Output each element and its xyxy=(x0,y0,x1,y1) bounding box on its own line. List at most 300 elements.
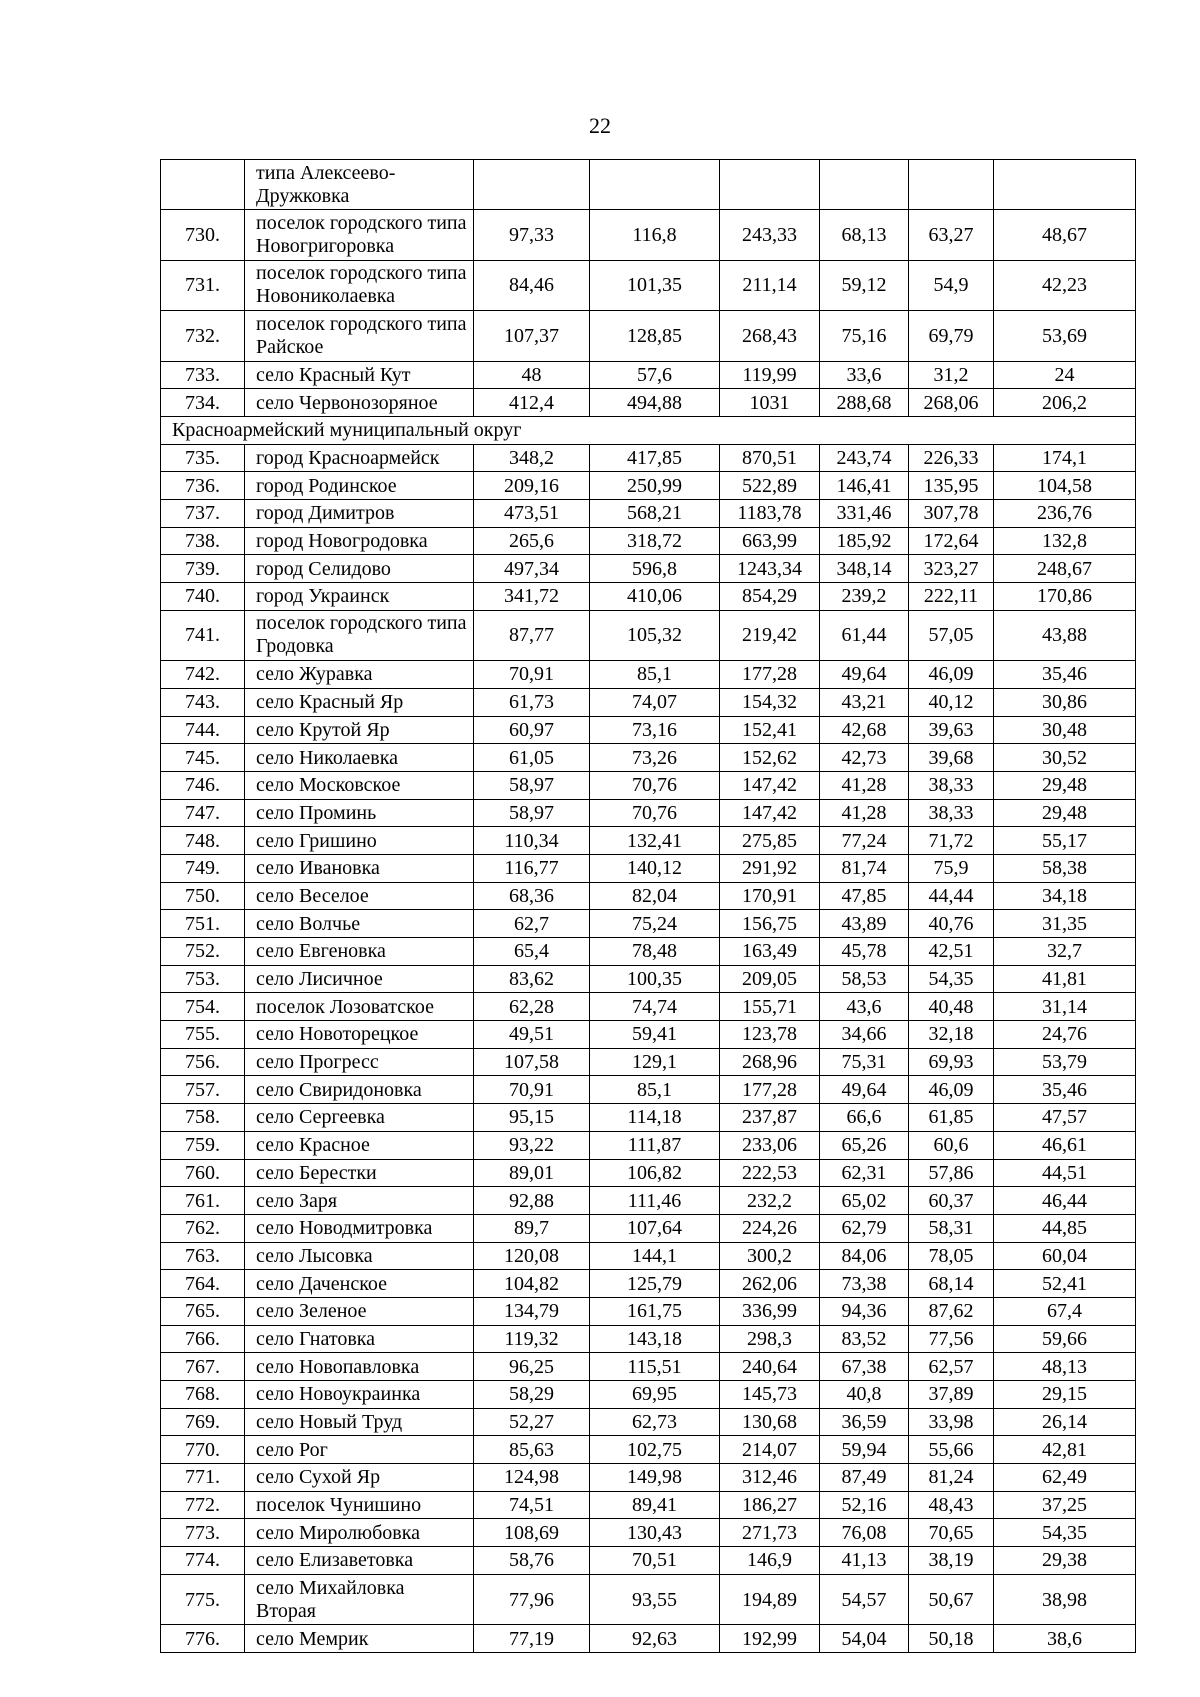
table-row xyxy=(161,661,1136,689)
value-cell-2: 568,21 xyxy=(590,500,720,528)
value-cell-5: 48,43 xyxy=(909,1491,994,1519)
row-number: 742. xyxy=(161,661,245,689)
value-cell-2: 73,26 xyxy=(590,744,720,772)
table-row xyxy=(161,1021,1136,1049)
value-cell-6: 236,76 xyxy=(994,500,1136,528)
row-number: 765. xyxy=(161,1297,245,1325)
value-cell-4: 47,85 xyxy=(820,882,909,910)
value-cell-5: 57,86 xyxy=(909,1159,994,1187)
value-cell-4: 43,21 xyxy=(820,688,909,716)
value-cell-2: 75,24 xyxy=(590,910,720,938)
value-cell-5: 46,09 xyxy=(909,1076,994,1104)
settlement-name: село Красное xyxy=(245,1131,474,1159)
value-cell-6: 47,57 xyxy=(994,1104,1136,1132)
settlement-name: село Гришино xyxy=(245,827,474,855)
value-cell-5: 69,93 xyxy=(909,1048,994,1076)
value-cell-1: 104,82 xyxy=(474,1270,590,1298)
value-cell-5: 70,65 xyxy=(909,1519,994,1547)
settlement-name: село Елизаветовка xyxy=(245,1547,474,1575)
value-cell-3: 145,73 xyxy=(720,1381,820,1409)
value-cell-5: 268,06 xyxy=(909,389,994,417)
settlement-name: поселок городского типа Райское xyxy=(245,311,474,361)
table-row xyxy=(161,1464,1136,1492)
value-cell-4 xyxy=(820,160,909,210)
row-number: 731. xyxy=(161,260,245,310)
value-cell-5: 38,19 xyxy=(909,1547,994,1575)
settlement-name: село Свиридоновка xyxy=(245,1076,474,1104)
value-cell-3: 219,42 xyxy=(720,610,820,660)
settlement-name: село Красный Яр xyxy=(245,688,474,716)
value-cell-4: 68,13 xyxy=(820,210,909,260)
value-cell-4: 87,49 xyxy=(820,1464,909,1492)
value-cell-5 xyxy=(909,160,994,210)
value-cell-5: 39,68 xyxy=(909,744,994,772)
value-cell-3: 152,41 xyxy=(720,716,820,744)
value-cell-4: 239,2 xyxy=(820,583,909,611)
value-cell-4: 41,13 xyxy=(820,1547,909,1575)
settlement-name: город Красноармейск xyxy=(245,444,474,472)
value-cell-1: 61,73 xyxy=(474,688,590,716)
value-cell-6: 62,49 xyxy=(994,1464,1136,1492)
table-row xyxy=(161,1408,1136,1436)
value-cell-4: 33,6 xyxy=(820,361,909,389)
row-number: 747. xyxy=(161,799,245,827)
value-cell-3: 154,32 xyxy=(720,688,820,716)
value-cell-5: 75,9 xyxy=(909,854,994,882)
value-cell-6: 41,81 xyxy=(994,965,1136,993)
row-number: 772. xyxy=(161,1491,245,1519)
value-cell-3: 232,2 xyxy=(720,1187,820,1215)
value-cell-2: 149,98 xyxy=(590,1464,720,1492)
settlement-name: село Новый Труд xyxy=(245,1408,474,1436)
table-row xyxy=(161,716,1136,744)
value-cell-6: 59,66 xyxy=(994,1325,1136,1353)
value-cell-6: 42,23 xyxy=(994,260,1136,310)
value-cell-6: 38,98 xyxy=(994,1574,1136,1624)
value-cell-3: 155,71 xyxy=(720,993,820,1021)
value-cell-1: 89,01 xyxy=(474,1159,590,1187)
value-cell-4: 81,74 xyxy=(820,854,909,882)
value-cell-3: 1243,34 xyxy=(720,555,820,583)
row-number: 758. xyxy=(161,1104,245,1132)
table-row xyxy=(161,688,1136,716)
value-cell-6: 35,46 xyxy=(994,1076,1136,1104)
value-cell-5: 46,09 xyxy=(909,661,994,689)
value-cell-3: 233,06 xyxy=(720,1131,820,1159)
settlements-table xyxy=(160,159,1136,1653)
table-row xyxy=(161,500,1136,528)
table-row xyxy=(161,771,1136,799)
value-cell-3: 268,43 xyxy=(720,311,820,361)
value-cell-4: 42,68 xyxy=(820,716,909,744)
settlement-name: село Новоторецкое xyxy=(245,1021,474,1049)
table-row xyxy=(161,799,1136,827)
settlement-name: село Проминь xyxy=(245,799,474,827)
value-cell-1: 60,97 xyxy=(474,716,590,744)
value-cell-2: 318,72 xyxy=(590,527,720,555)
table-row xyxy=(161,1436,1136,1464)
value-cell-1: 77,96 xyxy=(474,1574,590,1624)
value-cell-1: 58,76 xyxy=(474,1547,590,1575)
value-cell-5: 40,76 xyxy=(909,910,994,938)
value-cell-3: 663,99 xyxy=(720,527,820,555)
value-cell-4: 66,6 xyxy=(820,1104,909,1132)
value-cell-1: 68,36 xyxy=(474,882,590,910)
value-cell-6: 32,7 xyxy=(994,938,1136,966)
value-cell-5: 81,24 xyxy=(909,1464,994,1492)
value-cell-1 xyxy=(474,160,590,210)
value-cell-2: 70,76 xyxy=(590,799,720,827)
value-cell-6: 48,13 xyxy=(994,1353,1136,1381)
value-cell-1: 116,77 xyxy=(474,854,590,882)
value-cell-4: 41,28 xyxy=(820,771,909,799)
value-cell-6: 132,8 xyxy=(994,527,1136,555)
value-cell-2: 70,76 xyxy=(590,771,720,799)
value-cell-5: 58,31 xyxy=(909,1214,994,1242)
value-cell-2: 596,8 xyxy=(590,555,720,583)
settlement-name: село Евгеновка xyxy=(245,938,474,966)
value-cell-6: 46,44 xyxy=(994,1187,1136,1215)
settlement-name: поселок городского типа Гродовка xyxy=(245,610,474,660)
value-cell-6: 174,1 xyxy=(994,444,1136,472)
value-cell-1: 473,51 xyxy=(474,500,590,528)
value-cell-4: 146,41 xyxy=(820,472,909,500)
settlement-name: село Лисичное xyxy=(245,965,474,993)
value-cell-4: 41,28 xyxy=(820,799,909,827)
section-title: Красноармейский муниципальный округ xyxy=(161,416,1136,444)
value-cell-4: 76,08 xyxy=(820,1519,909,1547)
value-cell-2: 115,51 xyxy=(590,1353,720,1381)
value-cell-4: 43,6 xyxy=(820,993,909,1021)
value-cell-3: 156,75 xyxy=(720,910,820,938)
table-row xyxy=(161,882,1136,910)
value-cell-6: 42,81 xyxy=(994,1436,1136,1464)
value-cell-5: 87,62 xyxy=(909,1297,994,1325)
value-cell-5: 54,35 xyxy=(909,965,994,993)
table-row xyxy=(161,993,1136,1021)
row-number: 741. xyxy=(161,610,245,660)
value-cell-6: 55,17 xyxy=(994,827,1136,855)
table-row xyxy=(161,744,1136,772)
table-row xyxy=(161,311,1136,361)
value-cell-5: 37,89 xyxy=(909,1381,994,1409)
value-cell-5: 78,05 xyxy=(909,1242,994,1270)
row-number: 730. xyxy=(161,210,245,260)
value-cell-4: 288,68 xyxy=(820,389,909,417)
value-cell-2: 128,85 xyxy=(590,311,720,361)
value-cell-2: 143,18 xyxy=(590,1325,720,1353)
row-number: 760. xyxy=(161,1159,245,1187)
table-row xyxy=(161,1159,1136,1187)
value-cell-5: 61,85 xyxy=(909,1104,994,1132)
value-cell-5: 135,95 xyxy=(909,472,994,500)
value-cell-4: 73,38 xyxy=(820,1270,909,1298)
value-cell-4: 59,12 xyxy=(820,260,909,310)
value-cell-4: 77,24 xyxy=(820,827,909,855)
value-cell-1: 74,51 xyxy=(474,1491,590,1519)
value-cell-4: 62,79 xyxy=(820,1214,909,1242)
value-cell-2: 114,18 xyxy=(590,1104,720,1132)
value-cell-3: 854,29 xyxy=(720,583,820,611)
settlement-name: село Николаевка xyxy=(245,744,474,772)
row-number: 773. xyxy=(161,1519,245,1547)
value-cell-3: 211,14 xyxy=(720,260,820,310)
value-cell-4: 43,89 xyxy=(820,910,909,938)
value-cell-6: 29,38 xyxy=(994,1547,1136,1575)
table-row xyxy=(161,1048,1136,1076)
table-row xyxy=(161,1625,1136,1653)
value-cell-4: 65,26 xyxy=(820,1131,909,1159)
table-row xyxy=(161,1325,1136,1353)
value-cell-1: 412,4 xyxy=(474,389,590,417)
value-cell-2: 250,99 xyxy=(590,472,720,500)
row-number: 746. xyxy=(161,771,245,799)
value-cell-5: 71,72 xyxy=(909,827,994,855)
value-cell-3: 163,49 xyxy=(720,938,820,966)
value-cell-3: 237,87 xyxy=(720,1104,820,1132)
settlement-name: село Новодмитровка xyxy=(245,1214,474,1242)
value-cell-2: 410,06 xyxy=(590,583,720,611)
row-number: 755. xyxy=(161,1021,245,1049)
row-number: 767. xyxy=(161,1353,245,1381)
value-cell-1: 70,91 xyxy=(474,661,590,689)
table-row xyxy=(161,1297,1136,1325)
row-number xyxy=(161,160,245,210)
row-number: 763. xyxy=(161,1242,245,1270)
table-row xyxy=(161,910,1136,938)
value-cell-2: 59,41 xyxy=(590,1021,720,1049)
value-cell-4: 45,78 xyxy=(820,938,909,966)
value-cell-2: 105,32 xyxy=(590,610,720,660)
value-cell-1: 92,88 xyxy=(474,1187,590,1215)
row-number: 766. xyxy=(161,1325,245,1353)
row-number: 759. xyxy=(161,1131,245,1159)
table-row xyxy=(161,1381,1136,1409)
table-row xyxy=(161,260,1136,310)
table-row xyxy=(161,610,1136,660)
value-cell-3: 224,26 xyxy=(720,1214,820,1242)
value-cell-2: 93,55 xyxy=(590,1574,720,1624)
value-cell-6: 29,48 xyxy=(994,799,1136,827)
table-row xyxy=(161,1519,1136,1547)
value-cell-1: 58,97 xyxy=(474,799,590,827)
value-cell-6: 34,18 xyxy=(994,882,1136,910)
value-cell-6: 37,25 xyxy=(994,1491,1136,1519)
row-number: 774. xyxy=(161,1547,245,1575)
value-cell-2 xyxy=(590,160,720,210)
row-number: 751. xyxy=(161,910,245,938)
value-cell-6: 44,85 xyxy=(994,1214,1136,1242)
value-cell-5: 50,67 xyxy=(909,1574,994,1624)
settlement-name: город Украинск xyxy=(245,583,474,611)
settlement-name: город Селидово xyxy=(245,555,474,583)
value-cell-6: 30,52 xyxy=(994,744,1136,772)
row-number: 738. xyxy=(161,527,245,555)
value-cell-6: 31,14 xyxy=(994,993,1136,1021)
value-cell-6: 43,88 xyxy=(994,610,1136,660)
value-cell-2: 116,8 xyxy=(590,210,720,260)
value-cell-6: 30,86 xyxy=(994,688,1136,716)
value-cell-4: 348,14 xyxy=(820,555,909,583)
value-cell-3: 130,68 xyxy=(720,1408,820,1436)
settlement-name: село Заря xyxy=(245,1187,474,1215)
value-cell-6: 46,61 xyxy=(994,1131,1136,1159)
value-cell-2: 74,74 xyxy=(590,993,720,1021)
value-cell-3: 298,3 xyxy=(720,1325,820,1353)
value-cell-6: 31,35 xyxy=(994,910,1136,938)
row-number: 749. xyxy=(161,854,245,882)
table-row xyxy=(161,1353,1136,1381)
value-cell-5: 32,18 xyxy=(909,1021,994,1049)
settlement-name: село Крутой Яр xyxy=(245,716,474,744)
settlement-name: село Зеленое xyxy=(245,1297,474,1325)
value-cell-1: 108,69 xyxy=(474,1519,590,1547)
table-row xyxy=(161,160,1136,210)
value-cell-3: 152,62 xyxy=(720,744,820,772)
settlement-name: село Даченское xyxy=(245,1270,474,1298)
value-cell-4: 54,57 xyxy=(820,1574,909,1624)
value-cell-3: 262,06 xyxy=(720,1270,820,1298)
value-cell-4: 49,64 xyxy=(820,661,909,689)
value-cell-5: 39,63 xyxy=(909,716,994,744)
row-number: 732. xyxy=(161,311,245,361)
value-cell-4: 84,06 xyxy=(820,1242,909,1270)
settlement-name: село Журавка xyxy=(245,661,474,689)
value-cell-3: 522,89 xyxy=(720,472,820,500)
value-cell-1: 265,6 xyxy=(474,527,590,555)
value-cell-1: 70,91 xyxy=(474,1076,590,1104)
value-cell-4: 36,59 xyxy=(820,1408,909,1436)
value-cell-1: 61,05 xyxy=(474,744,590,772)
row-number: 776. xyxy=(161,1625,245,1653)
value-cell-2: 82,04 xyxy=(590,882,720,910)
value-cell-1: 119,32 xyxy=(474,1325,590,1353)
value-cell-2: 125,79 xyxy=(590,1270,720,1298)
value-cell-1: 107,37 xyxy=(474,311,590,361)
table-row xyxy=(161,938,1136,966)
row-number: 735. xyxy=(161,444,245,472)
settlement-name: село Прогресс xyxy=(245,1048,474,1076)
settlement-name: село Гнатовка xyxy=(245,1325,474,1353)
value-cell-5: 172,64 xyxy=(909,527,994,555)
settlement-name: село Сухой Яр xyxy=(245,1464,474,1492)
value-cell-5: 38,33 xyxy=(909,771,994,799)
table-row xyxy=(161,1187,1136,1215)
value-cell-2: 100,35 xyxy=(590,965,720,993)
table-row xyxy=(161,854,1136,882)
value-cell-5: 62,57 xyxy=(909,1353,994,1381)
value-cell-2: 106,82 xyxy=(590,1159,720,1187)
settlement-name: город Новогродовка xyxy=(245,527,474,555)
value-cell-3: 192,99 xyxy=(720,1625,820,1653)
value-cell-6: 48,67 xyxy=(994,210,1136,260)
value-cell-1: 120,08 xyxy=(474,1242,590,1270)
value-cell-3: 123,78 xyxy=(720,1021,820,1049)
value-cell-1: 58,29 xyxy=(474,1381,590,1409)
settlement-name: город Димитров xyxy=(245,500,474,528)
value-cell-4: 62,31 xyxy=(820,1159,909,1187)
settlement-name: типа Алексеево-Дружковка xyxy=(245,160,474,210)
value-cell-2: 107,64 xyxy=(590,1214,720,1242)
table-row xyxy=(161,583,1136,611)
value-cell-6: 52,41 xyxy=(994,1270,1136,1298)
value-cell-2: 92,63 xyxy=(590,1625,720,1653)
value-cell-5: 60,37 xyxy=(909,1187,994,1215)
value-cell-4: 331,46 xyxy=(820,500,909,528)
row-number: 743. xyxy=(161,688,245,716)
value-cell-1: 62,7 xyxy=(474,910,590,938)
value-cell-1: 85,63 xyxy=(474,1436,590,1464)
value-cell-3: 209,05 xyxy=(720,965,820,993)
value-cell-1: 97,33 xyxy=(474,210,590,260)
value-cell-3: 222,53 xyxy=(720,1159,820,1187)
row-number: 769. xyxy=(161,1408,245,1436)
value-cell-2: 70,51 xyxy=(590,1547,720,1575)
value-cell-5: 323,27 xyxy=(909,555,994,583)
table-body xyxy=(161,160,1136,1653)
value-cell-6: 30,48 xyxy=(994,716,1136,744)
value-cell-4: 58,53 xyxy=(820,965,909,993)
table-row xyxy=(161,361,1136,389)
value-cell-6 xyxy=(994,160,1136,210)
value-cell-1: 95,15 xyxy=(474,1104,590,1132)
settlement-name: поселок Лозоватское xyxy=(245,993,474,1021)
value-cell-5: 68,14 xyxy=(909,1270,994,1298)
value-cell-2: 62,73 xyxy=(590,1408,720,1436)
value-cell-1: 497,34 xyxy=(474,555,590,583)
settlement-name: село Рог xyxy=(245,1436,474,1464)
settlement-name: село Червонозоряное xyxy=(245,389,474,417)
row-number: 733. xyxy=(161,361,245,389)
settlement-name: поселок городского типа Новогригоровка xyxy=(245,210,474,260)
table-row xyxy=(161,827,1136,855)
value-cell-5: 50,18 xyxy=(909,1625,994,1653)
value-cell-2: 494,88 xyxy=(590,389,720,417)
value-cell-2: 161,75 xyxy=(590,1297,720,1325)
value-cell-4: 59,94 xyxy=(820,1436,909,1464)
row-number: 768. xyxy=(161,1381,245,1409)
value-cell-3: 147,42 xyxy=(720,799,820,827)
value-cell-1: 62,28 xyxy=(474,993,590,1021)
value-cell-6: 248,67 xyxy=(994,555,1136,583)
value-cell-4: 185,92 xyxy=(820,527,909,555)
value-cell-2: 85,1 xyxy=(590,661,720,689)
value-cell-4: 243,74 xyxy=(820,444,909,472)
value-cell-2: 85,1 xyxy=(590,1076,720,1104)
value-cell-6: 29,15 xyxy=(994,1381,1136,1409)
section-row xyxy=(161,416,1136,444)
value-cell-3: 1183,78 xyxy=(720,500,820,528)
settlement-name: поселок Чунишино xyxy=(245,1491,474,1519)
table-row xyxy=(161,527,1136,555)
value-cell-4: 52,16 xyxy=(820,1491,909,1519)
value-cell-2: 111,87 xyxy=(590,1131,720,1159)
value-cell-2: 102,75 xyxy=(590,1436,720,1464)
value-cell-5: 57,05 xyxy=(909,610,994,660)
settlement-name: село Московское xyxy=(245,771,474,799)
value-cell-3: 300,2 xyxy=(720,1242,820,1270)
settlement-name: село Новоукраинка xyxy=(245,1381,474,1409)
row-number: 734. xyxy=(161,389,245,417)
table-row xyxy=(161,472,1136,500)
value-cell-5: 226,33 xyxy=(909,444,994,472)
table-row xyxy=(161,1270,1136,1298)
value-cell-3: 291,92 xyxy=(720,854,820,882)
value-cell-6: 58,38 xyxy=(994,854,1136,882)
value-cell-3: 177,28 xyxy=(720,1076,820,1104)
value-cell-2: 111,46 xyxy=(590,1187,720,1215)
value-cell-6: 26,14 xyxy=(994,1408,1136,1436)
